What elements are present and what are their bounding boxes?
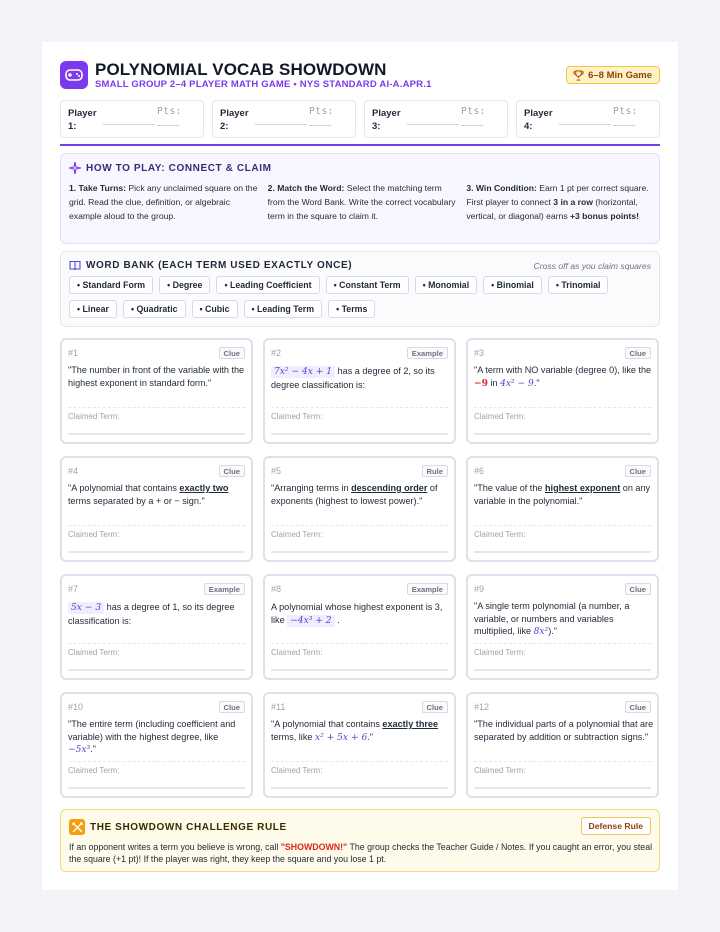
grid-square-2[interactable] bbox=[263, 338, 456, 444]
player-box bbox=[364, 100, 508, 138]
points-field[interactable] bbox=[461, 125, 483, 126]
claimed-term-field[interactable] bbox=[271, 787, 448, 789]
page-subtitle: SMALL GROUP 2–4 PLAYER MATH GAME • NYS STANDARD AI-A.APR.1 bbox=[95, 79, 432, 90]
claimed-term-field[interactable] bbox=[68, 669, 245, 671]
square-number: #11 bbox=[271, 702, 286, 712]
math-expression: 8x² bbox=[533, 627, 549, 638]
points-label: Pts: bbox=[461, 106, 486, 117]
square-type-tag: Example bbox=[407, 347, 448, 359]
game-length-badge bbox=[566, 66, 660, 84]
player-name-field[interactable] bbox=[103, 124, 155, 125]
term-chip[interactable]: • Binomial bbox=[483, 276, 542, 294]
square-clue: 7x² − 4x + 1 has a degree of 2, so its degree classification is: bbox=[271, 366, 435, 390]
claimed-term-field[interactable] bbox=[474, 787, 651, 789]
square-number: #9 bbox=[474, 584, 485, 594]
player-label: Player 4: bbox=[524, 108, 553, 132]
term-chip[interactable]: • Degree bbox=[159, 276, 210, 294]
square-type-tag: Clue bbox=[625, 701, 651, 713]
math-expression: 5x − 3 bbox=[68, 602, 104, 614]
square-number: #10 bbox=[68, 702, 84, 712]
claimed-term-label: Claimed Term: bbox=[68, 648, 120, 657]
claimed-term-label: Claimed Term: bbox=[68, 530, 120, 539]
square-clue: "The number in front of the variable with the highest exponent in standard form." bbox=[68, 365, 245, 388]
section-divider bbox=[60, 144, 660, 146]
player-box bbox=[212, 100, 356, 138]
square-clue: "Arranging terms in descending order of exponents (highest to lowest power)." bbox=[271, 483, 438, 506]
points-field[interactable] bbox=[309, 125, 331, 126]
trophy-icon bbox=[573, 70, 584, 81]
defense-rule-button[interactable]: Defense Rule bbox=[581, 817, 651, 835]
points-field[interactable] bbox=[613, 125, 635, 126]
square-number: #3 bbox=[474, 348, 485, 358]
claimed-term-label: Claimed Term: bbox=[271, 412, 323, 421]
term-chip[interactable]: • Cubic bbox=[192, 300, 238, 318]
square-type-tag: Clue bbox=[625, 465, 651, 477]
gamepad-icon bbox=[60, 61, 88, 89]
square-number: #7 bbox=[68, 584, 79, 594]
badge-label: 6–8 Min Game bbox=[588, 69, 652, 81]
square-type-tag: Clue bbox=[422, 701, 448, 713]
claimed-term-label: Claimed Term: bbox=[271, 648, 323, 657]
grid-square-3[interactable] bbox=[466, 338, 659, 444]
claimed-term-label: Claimed Term: bbox=[271, 530, 323, 539]
square-number: #6 bbox=[474, 466, 485, 476]
points-label: Pts: bbox=[309, 106, 334, 117]
player-name-field[interactable] bbox=[255, 124, 307, 125]
claimed-term-label: Claimed Term: bbox=[474, 412, 526, 421]
claimed-term-field[interactable] bbox=[271, 669, 448, 671]
term-chip[interactable]: • Standard Form bbox=[69, 276, 153, 294]
term-chip[interactable]: • Constant Term bbox=[326, 276, 409, 294]
grid-square-5[interactable] bbox=[263, 456, 456, 562]
player-name-field[interactable] bbox=[559, 124, 611, 125]
math-expression: −5x³ bbox=[68, 745, 91, 756]
square-number: #4 bbox=[68, 466, 79, 476]
word-bank-panel bbox=[60, 251, 660, 327]
math-expression: 4x² − 9 bbox=[500, 378, 534, 389]
term-chip[interactable]: • Leading Term bbox=[244, 300, 323, 318]
header bbox=[60, 60, 660, 92]
player-label: Player 3: bbox=[372, 108, 401, 132]
term-chip[interactable]: • Terms bbox=[328, 300, 375, 318]
claimed-term-label: Claimed Term: bbox=[68, 412, 120, 421]
square-number: #1 bbox=[68, 348, 79, 358]
grid-square-4[interactable] bbox=[60, 456, 253, 562]
square-type-tag: Example bbox=[204, 583, 245, 595]
square-clue: "A single term polynomial (a number, a variable, or numbers and variables multiplied, like 8x²)." bbox=[474, 601, 630, 638]
claimed-term-label: Claimed Term: bbox=[474, 648, 526, 657]
grid-square-1[interactable] bbox=[60, 338, 253, 444]
showdown-rule-text: If an opponent writes a term you believe is wrong, call "SHOWDOWN!" The group checks the Teacher Guide / Notes. If you caught an error, you steal the square (+1 pt)! If the player was right, they keep the square and you lose 1 pt. bbox=[69, 842, 653, 864]
square-type-tag: Clue bbox=[219, 465, 245, 477]
square-type-tag: Rule bbox=[422, 465, 448, 477]
points-label: Pts: bbox=[157, 106, 182, 117]
book-icon bbox=[69, 260, 81, 271]
claimed-term-field[interactable] bbox=[68, 551, 245, 553]
grid-square-9[interactable] bbox=[466, 574, 659, 680]
square-clue: "The value of the highest exponent on any variable in the polynomial." bbox=[474, 483, 651, 506]
square-type-tag: Clue bbox=[625, 583, 651, 595]
player-box bbox=[516, 100, 660, 138]
math-expression: 7x² − 4x + 1 bbox=[271, 366, 335, 378]
grid-square-8[interactable] bbox=[263, 574, 456, 680]
grid-square-7[interactable] bbox=[60, 574, 253, 680]
claimed-term-field[interactable] bbox=[271, 433, 448, 435]
swords-icon bbox=[69, 819, 85, 835]
points-label: Pts: bbox=[613, 106, 638, 117]
square-type-tag: Clue bbox=[219, 701, 245, 713]
claimed-term-label: Claimed Term: bbox=[474, 766, 526, 775]
square-number: #8 bbox=[271, 584, 282, 594]
game-grid bbox=[60, 338, 660, 798]
how-to-play-panel bbox=[60, 153, 660, 244]
square-type-tag: Clue bbox=[219, 347, 245, 359]
square-number: #5 bbox=[271, 466, 282, 476]
term-chip[interactable]: • Leading Coefficient bbox=[216, 276, 319, 294]
claimed-term-label: Claimed Term: bbox=[271, 766, 323, 775]
word-bank-heading: WORD BANK (EACH TERM USED EXACTLY ONCE) bbox=[69, 260, 352, 271]
sparkle-icon bbox=[69, 162, 81, 174]
claimed-term-field[interactable] bbox=[68, 787, 245, 789]
showdown-heading: THE SHOWDOWN CHALLENGE RULE bbox=[69, 819, 287, 835]
showdown-rule-panel bbox=[60, 809, 660, 872]
term-chip[interactable]: • Linear bbox=[69, 300, 117, 318]
word-bank-note: Cross off as you claim squares bbox=[533, 261, 651, 271]
claimed-term-field[interactable] bbox=[68, 433, 245, 435]
claimed-term-field[interactable] bbox=[271, 551, 448, 553]
player-label: Player 1: bbox=[68, 108, 97, 132]
square-clue: 5x − 3 has a degree of 1, so its degree classification is: bbox=[68, 602, 235, 626]
square-clue: "A polynomial that contains exactly two terms separated by a + or − sign." bbox=[68, 483, 229, 506]
step-match-word: 2. Match the Word: Select the matching term from the Word Bank. Write the correct vocabulary term in the square to claim it. bbox=[267, 183, 456, 221]
worksheet-page bbox=[42, 42, 678, 890]
page-title: POLYNOMIAL VOCAB SHOWDOWN bbox=[95, 60, 387, 79]
square-clue: A polynomial whose highest exponent is 3, like −4x³ + 2 . bbox=[271, 602, 443, 626]
player-label: Player 2: bbox=[220, 108, 249, 132]
claimed-term-field[interactable] bbox=[474, 669, 651, 671]
square-clue: "A polynomial that contains exactly three terms, like x² + 5x + 6." bbox=[271, 719, 439, 743]
claimed-term-label: Claimed Term: bbox=[474, 530, 526, 539]
square-number: #12 bbox=[474, 702, 490, 712]
square-type-tag: Example bbox=[407, 583, 448, 595]
grid-square-11[interactable] bbox=[263, 692, 456, 798]
grid-square-6[interactable] bbox=[466, 456, 659, 562]
player-name-field[interactable] bbox=[407, 124, 459, 125]
points-field[interactable] bbox=[157, 125, 179, 126]
math-expression: x² + 5x + 6 bbox=[314, 732, 368, 743]
how-to-play-heading: HOW TO PLAY: CONNECT & CLAIM bbox=[69, 162, 272, 174]
claimed-term-label: Claimed Term: bbox=[68, 766, 120, 775]
step-win-condition: 3. Win Condition: Earn 1 pt per correct square. First player to connect 3 in a row (horizontal, vertical, or diagonal) earns +3 bonus points! bbox=[466, 183, 649, 221]
step-take-turns: 1. Take Turns: Pick any unclaimed square on the grid. Read the clue, definition, or algebraic example aloud to the group. bbox=[69, 183, 258, 221]
math-expression: −4x³ + 2 bbox=[287, 615, 334, 627]
term-chip[interactable]: • Quadratic bbox=[123, 300, 186, 318]
term-chip[interactable]: • Monomial bbox=[415, 276, 478, 294]
player-box bbox=[60, 100, 204, 138]
grid-square-10[interactable] bbox=[60, 692, 253, 798]
square-clue: "A term with NO variable (degree 0), like the −9 in 4x² − 9." bbox=[474, 365, 652, 389]
square-clue: "The entire term (including coefficient and variable) with the highest degree, like −5x³." bbox=[68, 719, 236, 756]
square-type-tag: Clue bbox=[625, 347, 651, 359]
claimed-term-field[interactable] bbox=[474, 433, 651, 435]
term-chip[interactable]: • Trinomial bbox=[548, 276, 609, 294]
grid-square-12[interactable] bbox=[466, 692, 659, 798]
player-score-row bbox=[60, 100, 660, 138]
square-clue: "The individual parts of a polynomial that are separated by addition or subtraction signs." bbox=[474, 719, 654, 742]
claimed-term-field[interactable] bbox=[474, 551, 651, 553]
square-number: #2 bbox=[271, 348, 282, 358]
